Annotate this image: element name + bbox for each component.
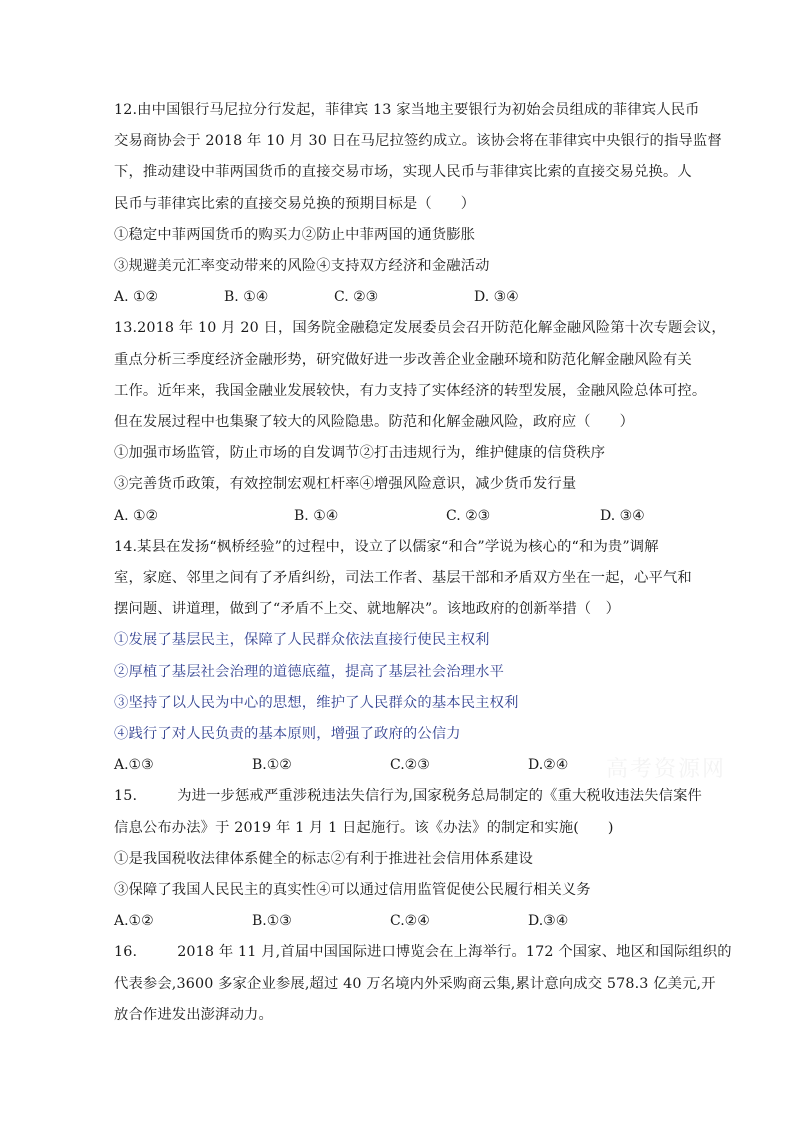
q15-line: 信息公布办法》于 2019 年 1 月 1 日起施行。该《办法》的制定和实施( ) bbox=[114, 819, 614, 836]
q13-line: 工作。近年来，我国金融业发展较快，有力支持了实体经济的转型发展，金融风险总体可控。 bbox=[114, 382, 707, 399]
question-12 bbox=[114, 95, 722, 313]
q14-line: 14.某县在发扬“枫桥经验”的过程中，设立了以儒家“和合”学说为核心的“和为贵”调解 bbox=[114, 538, 659, 555]
q12-statement: ③规避美元汇率变动带来的风险④支持双方经济和金融活动 bbox=[114, 258, 490, 275]
q14-line: 摆问题、讲道理，做到了“矛盾不上交、就地解决”。该地政府的创新举措（ ） bbox=[114, 601, 621, 618]
q15-statement: ①是我国税收法律体系健全的标志②有利于推进社会信用体系建设 bbox=[114, 850, 533, 867]
q12-line: 12.由中国银行马尼拉分行发起，菲律宾 13 家当地主要银行为初始会员组成的菲律宾人民币 bbox=[114, 102, 700, 118]
q15-number: 15. bbox=[114, 788, 138, 805]
q15-option-a[interactable]: A.①② bbox=[114, 913, 154, 930]
q14-statement: ②厚植了基层社会治理的道德底蕴，提高了基层社会治理水平 bbox=[114, 663, 505, 680]
q12-option-b[interactable]: B. ①④ bbox=[224, 289, 269, 306]
q12-option-a[interactable]: A. ①② bbox=[114, 289, 159, 306]
q13-options bbox=[114, 501, 694, 532]
q12-option-c[interactable]: C. ②③ bbox=[334, 289, 379, 306]
q13-line: 重点分析三季度经济金融形势，研究做好进一步改善企业金融环境和防范化解金融风险有关 bbox=[114, 351, 692, 368]
q16-line-text: 2018 年 11 月,首届中国国际进口博览会在上海举行。172 个国家、地区和国际组织的 bbox=[177, 944, 732, 961]
q13-option-d[interactable]: D. ③④ bbox=[600, 507, 645, 524]
q13-statement: ①加强市场监管，防止市场的自发调节②打击违规行为，维护健康的信贷秩序 bbox=[114, 445, 606, 462]
question-13 bbox=[114, 313, 726, 531]
q13-line: 13.2018 年 10 月 20 日，国务院金融稳定发展委员会召开防范化解金融风险第十次专题会议， bbox=[114, 320, 726, 337]
exam-page bbox=[114, 95, 732, 1031]
q14-statement: ④践行了对人民负责的基本原则，增强了政府的公信力 bbox=[114, 726, 461, 743]
q14-statement: ①发展了基层民主，保障了人民群众依法直接行使民主权利 bbox=[114, 632, 490, 649]
q14-options bbox=[114, 750, 694, 781]
q12-line: 下，推动建设中菲两国货币的直接交易市场，实现人民币与菲律宾比索的直接交易兑换。人 bbox=[114, 164, 692, 181]
q13-option-a[interactable]: A. ①② bbox=[114, 507, 159, 524]
q15-option-d[interactable]: D.③④ bbox=[528, 913, 569, 930]
question-14 bbox=[114, 532, 694, 782]
q14-statement: ③坚持了以人民为中心的思想，维护了人民群众的基本民主权利 bbox=[114, 694, 519, 711]
q15-line-text: 为进一步惩戒严重涉税违法失信行为,国家税务总局制定的《重大税收违法失信案件 bbox=[177, 788, 702, 805]
q12-line: 民币与菲律宾比索的直接交易兑换的预期目标是（ ） bbox=[114, 195, 476, 212]
question-16 bbox=[114, 937, 732, 1031]
q12-option-d[interactable]: D. ③④ bbox=[474, 289, 519, 306]
q13-statement: ③完善货币政策，有效控制宏观杠杆率④增强风险意识，减少货币发行量 bbox=[114, 476, 577, 493]
q13-line: 但在发展过程中也集聚了较大的风险隐患。防范和化解金融风险，政府应（ ） bbox=[114, 414, 635, 431]
q15-statement: ③保障了我国人民民主的真实性④可以通过信用监管促使公民履行相关义务 bbox=[114, 882, 591, 899]
q16-number: 16. bbox=[114, 944, 138, 961]
watermark: 高考资源网 bbox=[606, 757, 727, 782]
q13-option-c[interactable]: C. ②③ bbox=[446, 507, 491, 524]
q14-line: 室，家庭、邻里之间有了矛盾纠纷，司法工作者、基层干部和矛盾双方坐在一起，心平气和 bbox=[114, 570, 692, 587]
q15-line bbox=[114, 781, 702, 812]
q15-option-c[interactable]: C.②④ bbox=[390, 913, 430, 930]
q12-options bbox=[114, 282, 694, 313]
question-15 bbox=[114, 781, 702, 937]
q16-line: 代表参会,3600 多家企业参展,超过 40 万名境内外采购商云集,累计意向成交 578.3 亿美元,开 bbox=[114, 975, 716, 992]
q14-option-a[interactable]: A.①③ bbox=[114, 757, 154, 774]
q16-line bbox=[114, 937, 732, 968]
q13-option-b[interactable]: B. ①④ bbox=[294, 507, 339, 524]
q12-statement: ①稳定中菲两国货币的购买力②防止中菲两国的通货膨胀 bbox=[114, 226, 476, 243]
q14-option-b[interactable]: B.①② bbox=[252, 757, 292, 774]
q12-line: 交易商协会于 2018 年 10 月 30 日在马尼拉签约成立。该协会将在菲律宾中央银行的指导监督 bbox=[114, 133, 722, 150]
q14-option-d[interactable]: D.②④ bbox=[528, 757, 569, 774]
q16-line: 放合作进发出澎湃动力。 bbox=[114, 1006, 273, 1023]
q14-option-c[interactable]: C.②③ bbox=[390, 757, 430, 774]
q15-options bbox=[114, 906, 694, 937]
q15-option-b[interactable]: B.①③ bbox=[252, 913, 292, 930]
